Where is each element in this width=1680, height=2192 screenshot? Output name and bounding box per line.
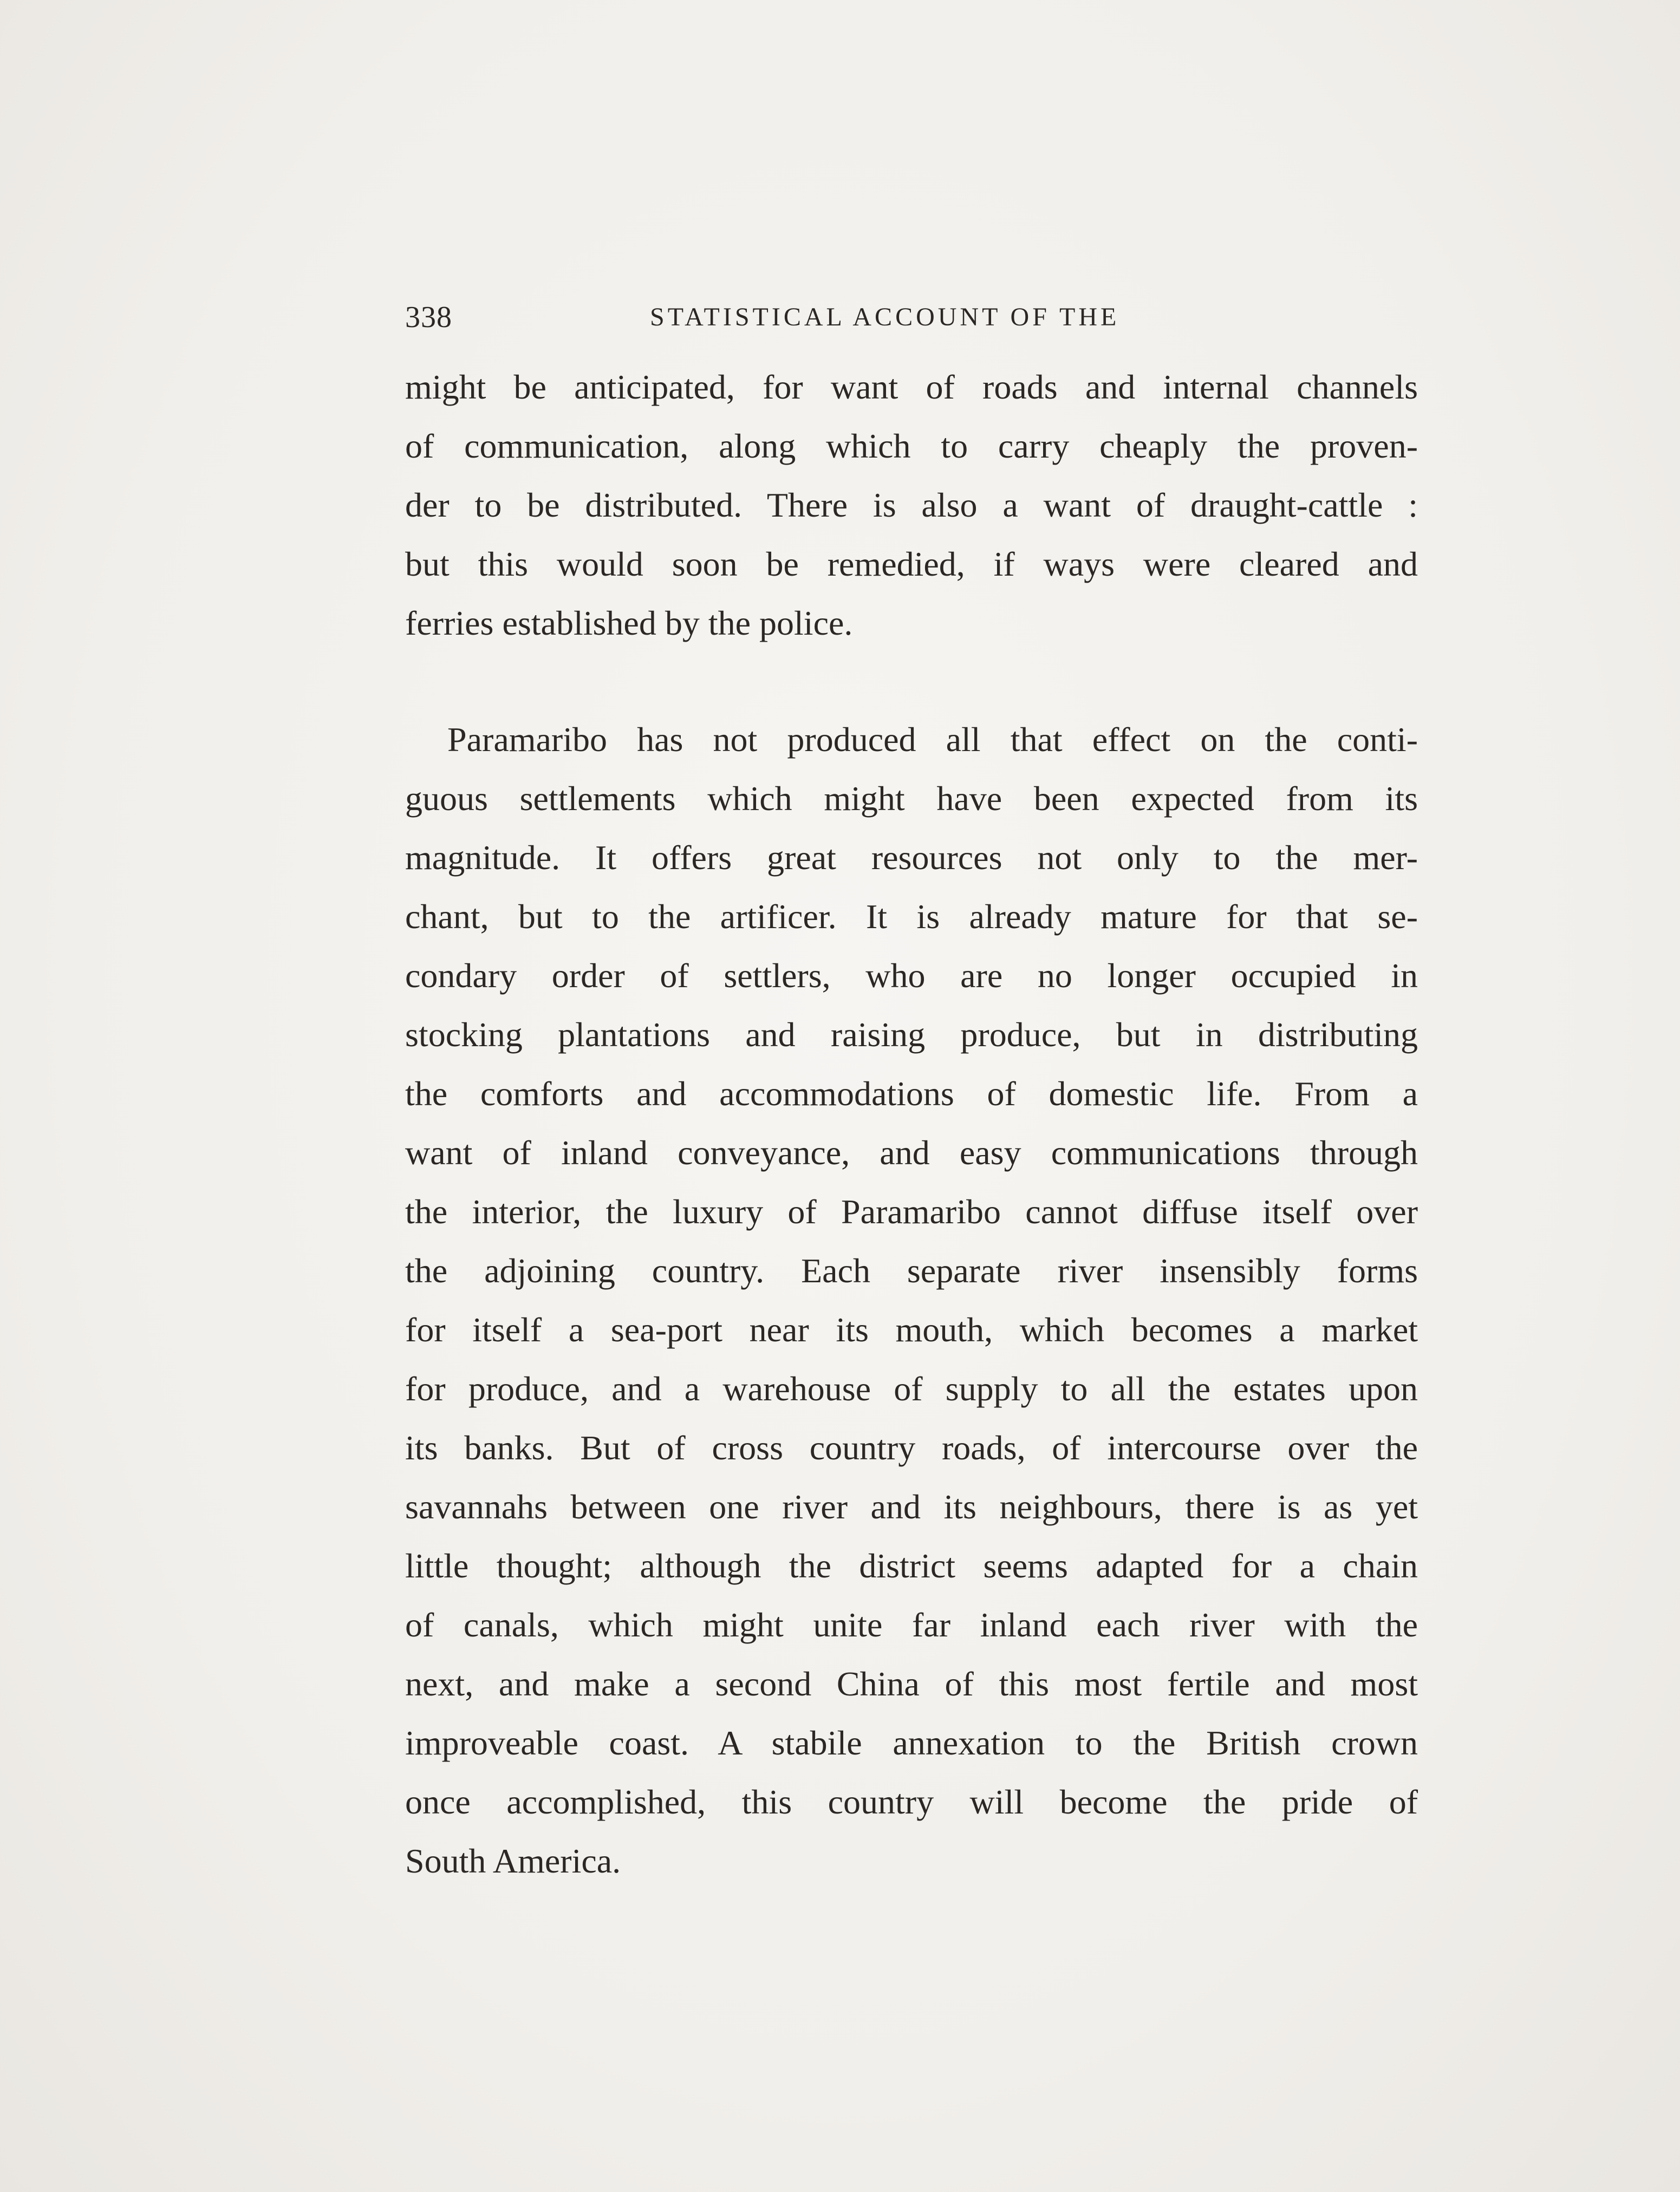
text-block (405, 292, 1418, 1890)
text-line: but this would soon be remedied, if ways were cleared and (405, 545, 1418, 583)
paragraph-1 (405, 357, 1418, 653)
text-line: magnitude. It offers great resources not only to the mer- (405, 838, 1418, 877)
page-number: 338 (405, 301, 452, 334)
text-line: might be anticipated, for want of roads and internal channels (405, 368, 1418, 406)
text-line: South America. (405, 1842, 621, 1880)
text-line: condary order of settlers, who are no longer occupied in (405, 956, 1418, 995)
text-line: for itself a sea-port near its mouth, which becomes a market (405, 1310, 1418, 1349)
text-line: the adjoining country. Each separate river insensibly forms (405, 1251, 1418, 1290)
text-line: the interior, the luxury of Paramaribo cannot diffuse itself over (405, 1192, 1418, 1231)
text-line: improveable coast. A stabile annexation to the British crown (405, 1724, 1418, 1762)
text-line: for produce, and a warehouse of supply to all the estates upon (405, 1369, 1418, 1408)
text-line: chant, but to the artificer. It is already mature for that se- (405, 897, 1418, 936)
text-line: little thought; although the district seems adapted for a chain (405, 1547, 1418, 1585)
text-line: want of inland conveyance, and easy communications through (405, 1133, 1418, 1172)
text-line: der to be distributed. There is also a want of draught-cattle : (405, 486, 1418, 524)
text-line: savannahs between one river and its neighbours, there is as yet (405, 1488, 1418, 1526)
running-title: STATISTICAL ACCOUNT OF THE (650, 303, 1120, 331)
text-line: once accomplished, this country will become the pride of (405, 1783, 1418, 1821)
text-line: of communication, along which to carry cheaply the proven- (405, 427, 1418, 465)
text-line: ferries established by the police. (405, 604, 853, 642)
text-line: stocking plantations and raising produce, but in distributing (405, 1015, 1418, 1054)
text-line: its banks. But of cross country roads, of intercourse over the (405, 1428, 1418, 1467)
text-line: the comforts and accommodations of domestic life. From a (405, 1074, 1418, 1113)
paragraph-2 (405, 710, 1418, 1890)
text-line: guous settlements which might have been expected from its (405, 779, 1418, 818)
running-head (405, 292, 1418, 342)
text-line: of canals, which might unite far inland each river with the (405, 1606, 1418, 1644)
text-line: Paramaribo has not produced all that effect on the conti- (447, 720, 1418, 759)
text-line: next, and make a second China of this most fertile and most (405, 1665, 1418, 1703)
